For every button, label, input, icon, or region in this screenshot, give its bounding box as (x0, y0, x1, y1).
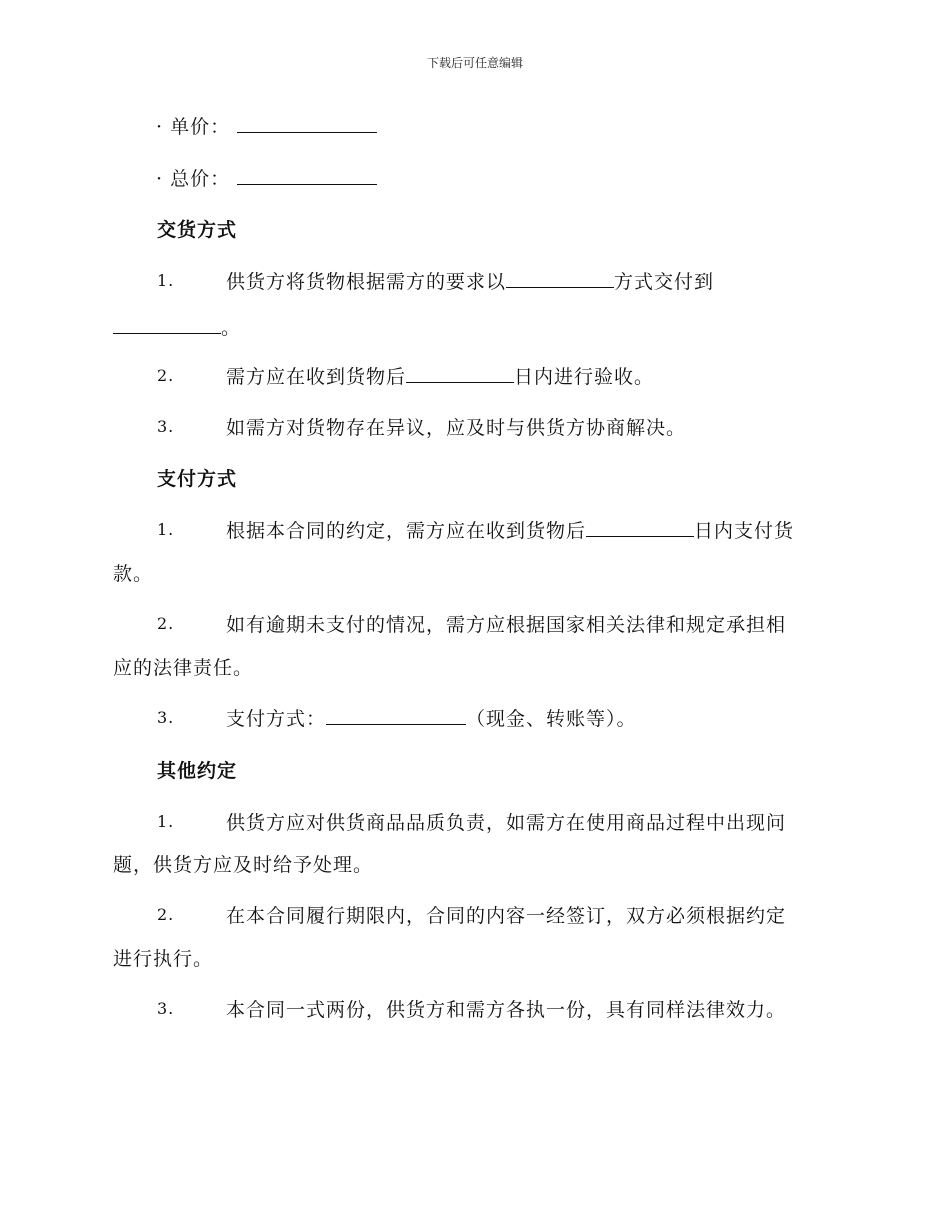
item-text: 如需方对货物存在异议，应及时与供货方协商解决。 (226, 417, 687, 439)
item-number: 3. (157, 999, 175, 1018)
item-text: 本合同一式两份，供货方和需方各执一份，具有同样法律效力。 (226, 999, 787, 1021)
item-number: 2. (157, 614, 175, 633)
item-number: 2. (157, 366, 175, 385)
item-number: 3. (157, 708, 175, 727)
total-price-label: 总价： (170, 168, 231, 190)
item-number: 3. (157, 417, 175, 436)
item-text: （现金、转账等）。 (466, 708, 637, 730)
blank-line (586, 518, 694, 537)
item-text: 题，供货方应及时给予处理。 (113, 854, 374, 876)
blank-line (326, 706, 466, 725)
page-header: 下载后可任意编辑 (426, 56, 523, 70)
item-text: 应的法律责任。 (113, 657, 254, 679)
item-text: 支付方式： (226, 708, 327, 730)
section-heading: 支付方式 (157, 468, 238, 490)
total-price-blank (237, 166, 377, 185)
blank-line (506, 269, 614, 288)
section-heading: 交货方式 (157, 219, 238, 241)
item-text: 。 (221, 317, 242, 339)
section-heading: 其他约定 (157, 760, 238, 782)
item-text: 在本合同履行期限内，合同的内容一经签订，双方必须根据约定 (226, 905, 787, 927)
item-text: 方式交付到 (614, 271, 715, 293)
unit-price-label: 单价： (170, 116, 231, 138)
blank-line (406, 364, 514, 383)
item-text: 根据本合同的约定，需方应在收到货物后 (226, 520, 587, 542)
item-number: 1. (157, 812, 175, 831)
item-text: 需方应在收到货物后 (226, 366, 407, 388)
item-number: 1. (157, 271, 175, 290)
item-number: 2. (157, 905, 175, 924)
item-text: 供货方将货物根据需方的要求以 (226, 271, 507, 293)
item-text: 日内支付货 (694, 520, 795, 542)
item-text: 供货方应对供货商品品质负责，如需方在使用商品过程中出现问 (226, 812, 787, 834)
item-text: 日内进行验收。 (514, 366, 655, 388)
item-number: 1. (157, 520, 175, 539)
item-text: 款。 (113, 563, 154, 585)
unit-price-blank (237, 114, 377, 133)
item-text: 进行执行。 (113, 948, 214, 970)
item-text: 如有逾期未支付的情况，需方应根据国家相关法律和规定承担相 (226, 614, 787, 636)
blank-line (113, 315, 221, 334)
